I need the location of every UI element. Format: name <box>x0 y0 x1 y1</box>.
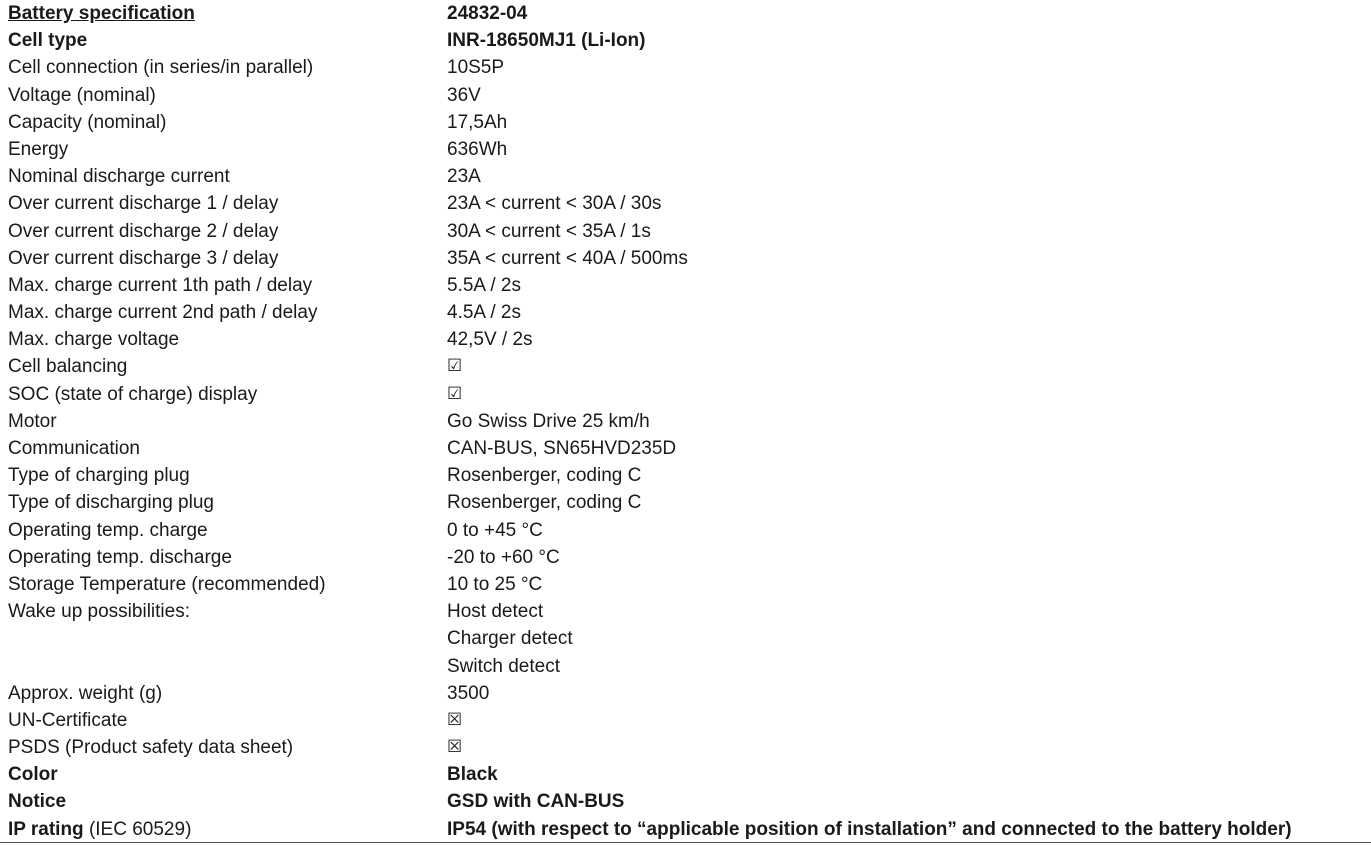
spec-label: Voltage (nominal) <box>8 84 156 106</box>
spec-row <box>0 435 1371 462</box>
spec-row <box>0 82 1371 109</box>
spec-row <box>0 299 1371 326</box>
spec-value: 36V <box>447 84 481 106</box>
spec-label: Max. charge current 2nd path / delay <box>8 302 318 324</box>
spec-row <box>0 816 1371 843</box>
spec-label: Type of charging plug <box>8 465 190 487</box>
spec-value: Go Swiss Drive 25 km/h <box>447 410 650 432</box>
spec-row <box>0 54 1371 81</box>
spec-row <box>0 190 1371 217</box>
spec-value: 5.5A / 2s <box>447 274 521 296</box>
spec-value: -20 to +60 °C <box>447 546 560 568</box>
spec-row <box>0 136 1371 163</box>
spec-value: 42,5V / 2s <box>447 329 533 351</box>
checkbox-icon: ☑ <box>447 356 463 377</box>
spec-value: GSD with CAN-BUS <box>447 791 625 813</box>
spec-row <box>0 326 1371 353</box>
spec-value: 10 to 25 °C <box>447 573 543 595</box>
spec-value: Rosenberger, coding C <box>447 492 642 514</box>
spec-row <box>0 489 1371 516</box>
spec-row <box>0 109 1371 136</box>
spec-value: CAN-BUS, SN65HVD235D <box>447 438 677 459</box>
spec-label: Color <box>8 764 58 786</box>
spec-label: Cell balancing <box>8 356 128 378</box>
spec-label: PSDS (Product safety data sheet) <box>8 737 294 759</box>
spec-label: Operating temp. discharge <box>8 546 232 568</box>
spec-value: Black <box>447 764 498 786</box>
spec-row <box>0 408 1371 435</box>
spec-label: Communication <box>8 438 140 459</box>
spec-label: Over current discharge 3 / delay <box>8 247 279 269</box>
spec-label: Over current discharge 1 / delay <box>8 193 279 215</box>
spec-label: Energy <box>8 138 69 160</box>
spec-value: Rosenberger, coding C <box>447 465 642 487</box>
spec-label: Cell type <box>8 30 88 52</box>
spec-row <box>0 598 1371 625</box>
spec-label: Notice <box>8 791 67 813</box>
checkbox-icon: ☒ <box>447 737 463 758</box>
spec-value: IP54 (with respect to “applicable position of installation” and connected to the battery holder) <box>447 818 1292 840</box>
spec-label: Max. charge current 1th path / delay <box>8 274 313 296</box>
spec-label: UN-Certificate <box>8 709 128 731</box>
spec-row <box>0 517 1371 544</box>
spec-value: 0 to +45 °C <box>447 519 543 541</box>
spec-row <box>0 272 1371 299</box>
spec-value: Host detect <box>447 601 544 623</box>
spec-value: 3500 <box>447 682 490 704</box>
spec-row <box>0 163 1371 190</box>
spec-value: 10S5P <box>447 57 505 79</box>
spec-value: 636Wh <box>447 138 508 160</box>
spec-label: Approx. weight (g) <box>8 682 163 704</box>
spec-label: Battery specification <box>8 3 195 24</box>
checkbox-icon: ☒ <box>447 709 463 730</box>
checkbox-icon: ☑ <box>447 383 463 404</box>
spec-row <box>0 381 1371 408</box>
spec-value: 17,5Ah <box>447 111 508 133</box>
spec-row <box>0 707 1371 734</box>
bottom-rule <box>0 842 1371 843</box>
spec-label: Cell connection (in series/in parallel) <box>8 57 314 79</box>
spec-label: Nominal discharge current <box>8 166 230 188</box>
spec-label: Type of discharging plug <box>8 492 214 514</box>
spec-value: 23A <box>447 166 481 188</box>
spec-label: Over current discharge 2 / delay <box>8 220 279 242</box>
spec-row <box>0 218 1371 245</box>
spec-label: Max. charge voltage <box>8 329 180 351</box>
spec-label: Storage Temperature (recommended) <box>8 573 326 595</box>
spec-row <box>0 245 1371 272</box>
spec-label: Capacity (nominal) <box>8 111 167 133</box>
spec-label: Motor <box>8 410 57 432</box>
spec-row <box>0 544 1371 571</box>
spec-value: 24832-04 <box>447 3 528 24</box>
spec-label: Wake up possibilities: <box>8 601 190 623</box>
spec-value: INR-18650MJ1 (Li-Ion) <box>447 30 646 52</box>
spec-value: 4.5A / 2s <box>447 302 521 324</box>
spec-row <box>0 680 1371 707</box>
spec-row <box>0 462 1371 489</box>
spec-value: 35A < current < 40A / 500ms <box>447 247 688 269</box>
spec-row <box>0 734 1371 761</box>
spec-value: 23A < current < 30A / 30s <box>447 193 662 215</box>
spec-label-suffix: (IEC 60529) <box>83 818 192 840</box>
spec-row <box>0 571 1371 598</box>
spec-row <box>0 653 1371 680</box>
spec-label: Operating temp. charge <box>8 519 208 541</box>
spec-label: IP rating (IEC 60529) <box>8 818 192 840</box>
spec-value: Switch detect <box>447 655 560 677</box>
spec-row <box>0 353 1371 380</box>
spec-row <box>0 788 1371 815</box>
spec-value: Charger detect <box>447 628 573 650</box>
spec-row <box>0 27 1371 54</box>
spec-row <box>0 761 1371 788</box>
spec-value: 30A < current < 35A / 1s <box>447 220 651 242</box>
spec-row <box>0 0 1371 27</box>
spec-label: SOC (state of charge) display <box>8 383 258 405</box>
spec-row <box>0 625 1371 652</box>
